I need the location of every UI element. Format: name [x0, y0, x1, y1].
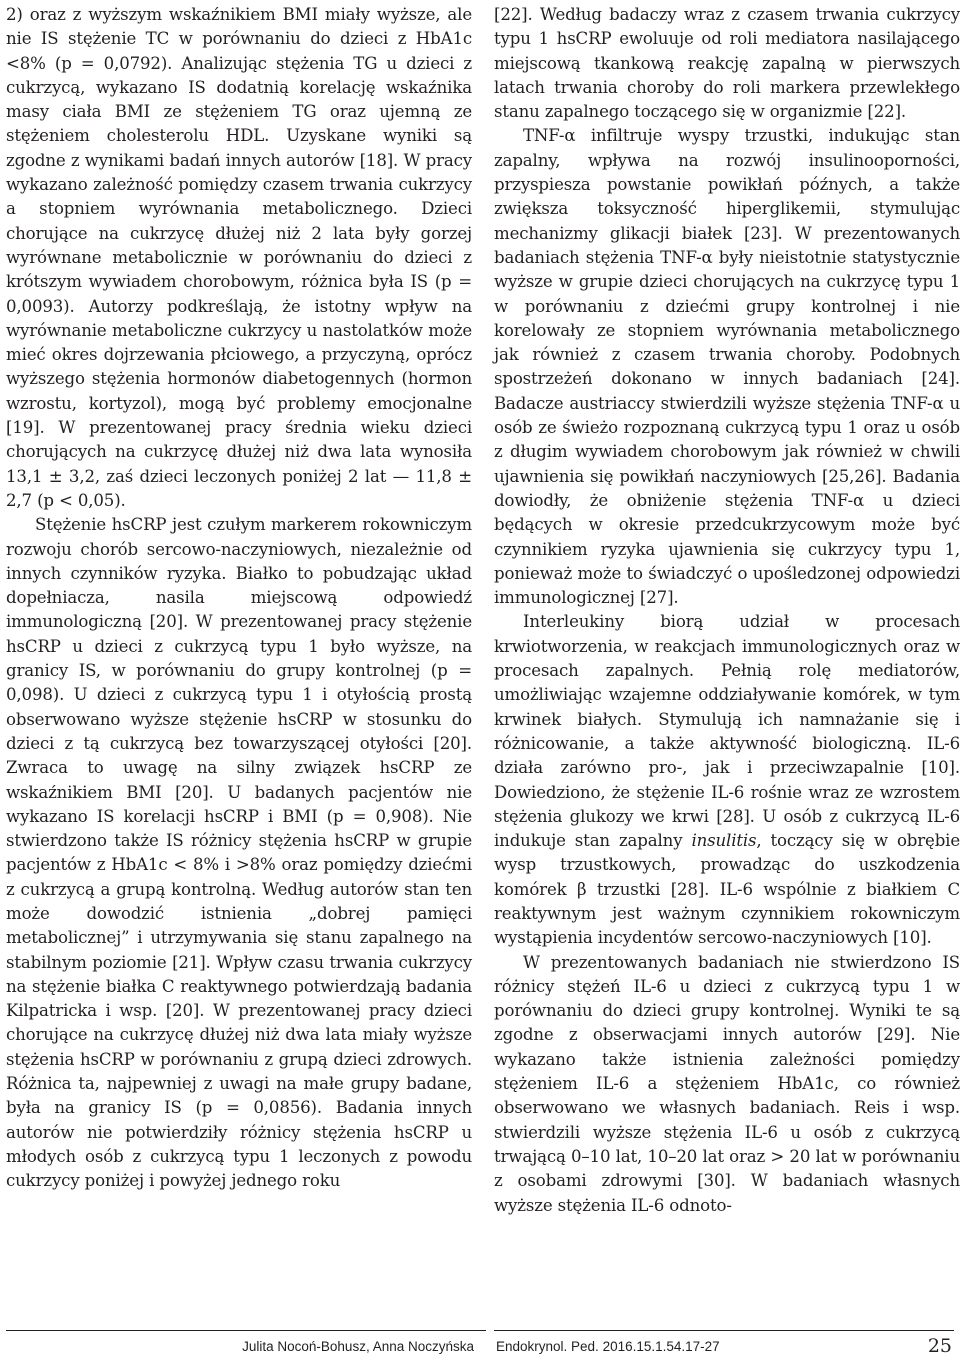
right-paragraph-4: W prezentowanych badaniach nie stwierdzono IS różnicy stężeń IL-6 u dzieci z cukrzycą typu 1 w porównaniu do dzieci grupy kontrolnej. Wyniki te są zgodne z obserwacjami innych autorów [29]. Nie wykazano także istnienia zależności pomiędzy stężeniem IL-6 a stężeniem HbA1c, co również obserwowano we własnych badaniach. Reis i wsp. stwierdzili wyższe stężenia IL-6 u osób z cukrzycą trwającą 0–10 lat, 10–20 lat oraz > 20 lat w porównaniu z osobami zdrowymi [30]. W badaniach własnych wyższe stężenia IL-6 odnoto-	[494, 952, 960, 1215]
right-column	[494, 3, 960, 1218]
left-paragraph-2: Stężenie hsCRP jest czułym markerem rokowniczym rozwoju chorób sercowo-naczyniowych, niezależnie od innych czynników ryzyka. Białko to pobudzając układ dopełniacza, nasila miejscową odpowiedź immunologiczną [20]. W prezentowanej pracy stężenie hsCRP u dzieci z cukrzycą typu 1 było wyższe, na granicy IS, w porównaniu do grupy kontrolnej (p = 0,098). U dzieci z cukrzycą typu 1 i otyłością prostą obserwowano wyższe stężenie hsCRP w stosunku do dzieci z tą cukrzycą bez towarzyszącej otyłości [20]. Zwraca to uwagę na silny związek hsCRP ze wskaźnikiem BMI [20]. U badanych pacjentów nie wykazano IS korelacji hsCRP i BMI (p = 0,908). Nie stwierdzono także IS różnicy stężenia hsCRP w grupie pacjentów z HbA1c < 8% i >8% oraz pomiędzy dziećmi z cukrzycą a grupą kontrolną. Według autorów stan ten może dowodzić istnienia „dobrej pamięci metabolicznej” i utrzymywania się stanu zapalnego na stabilnym poziomie [21]. Wpływ czasu trwania cukrzycy na stężenie białka C reaktywnego potwierdzają badania Kilpatricka i wsp. [20]. W prezentowanej pracy dzieci chorujące na cukrzycę dłużej niż dwa lata miały wyższe stężenia hsCRP w porównaniu z grupą dzieci zdrowych. Różnica ta, najpewniej z uwagi na małe grupy badane, była na granicy IS (p = 0,0856). Badania innych autorów nie potwierdziły różnicy stężenia hsCRP u młodych osób z cukrzycą typu 1 leczonych z powodu cukrzycy poniżej i powyżej jednego roku	[6, 515, 472, 1191]
right-paragraph-3-italic: insulitis	[691, 831, 757, 851]
right-paragraph-3-text: Interleukiny biorą udział w procesach krwiotworzenia, w reakcjach immunologicznych oraz w procesach zapalnych. Pełnią rolę mediatorów, umożliwiając wzajemne oddziaływanie komórek, w tym krwinek białych. Stymulują ich namnażanie się i różnicowanie, a także aktywność biologiczną. IL-6 działa zarówno pro-, jak i przeciwzapalnie [10]. Dowiedziono, że stężenie IL-6 rośnie wraz ze wzrostem stężenia glukozy we krwi [28]. U osób z cukrzycą IL-6 indukuje stan zapalny	[494, 612, 960, 851]
right-paragraph-3-rest: , toczący się w obrębie wysp trzustkowych, prowadząc do uszkodzenia komórek β trzustki [28]. IL-6 wspólnie z białkiem C reaktywnym jest ważnym czynnikiem rokowniczym wystąpienia incydentów sercowo-naczyniowych [10].	[494, 831, 960, 948]
footer-rule-right	[494, 1330, 954, 1331]
footer-rule-left	[6, 1330, 486, 1331]
right-paragraph-1: [22]. Według badaczy wraz z czasem trwania cukrzycy typu 1 hsCRP ewoluuje od roli mediatora nasilającego miejscową tkankową reakcję zapalną w pierwszych latach trwania choroby do roli markera przewlekłego stanu zapalnego toczącego się w organizmie [22].	[494, 5, 960, 122]
left-column	[6, 3, 472, 1194]
right-paragraph-2: TNF-α infiltruje wyspy trzustki, indukując stan zapalny, wpływa na rozwój insulinooporności, przyspiesza powstanie powikłań późnych, a także zwiększa toksyczność hiperglikemii, stymulując mechanizmy glikacji białek [23]. W prezentowanych badaniach stężenia TNF-α były nieistotnie statystycznie wyższe w grupie dzieci chorujących na cukrzycę typu 1 w porównaniu z dziećmi grupy kontrolnej i nie korelowały ze stopniem wyrównania metabolicznego jak również z czasem trwania choroby. Podobnych spostrzeżeń dokonano w innych badaniach [24]. Badacze austriaccy stwierdzili wyższe stężenia TNF-α u osób ze świeżo rozpoznaną cukrzycą typu 1 oraz u osób z długim wywiadem chorobowym jak również w chwili ujawnienia się powikłań naczyniowych [25,26]. Badania dowiodły, że obniżenie stężenia TNF-α u dzieci będących w okresie przedcukrzycowym może być czynnikiem ryzyka ujawnienia się cukrzycy typu 1, ponieważ może to świadczyć o upośledzonej odpowiedzi immunologicznej [27].	[494, 126, 960, 608]
footer-authors: Julita Nocoń-Bohusz, Anna Noczyńska	[242, 1339, 474, 1354]
footer-journal-citation: Endokrynol. Ped. 2016.15.1.54.17-27	[496, 1339, 720, 1354]
page-number: 25	[927, 1335, 952, 1357]
right-paragraph-3	[494, 610, 960, 950]
left-paragraph-1: 2) oraz z wyższym wskaźnikiem BMI miały wyższe, ale nie IS stężenie TC w porównaniu do dzieci z HbA1c <8% (p = 0,0792). Analizując stężenia TG u dzieci z cukrzycą, wykazano IS dodatnią korelację wskaźnika masy ciała BMI ze stężeniem TG oraz ujemną ze stężeniem cholesterolu HDL. Uzyskane wyniki są zgodne z wynikami badań innych autorów [18]. W pracy wykazano zależność pomiędzy czasem trwania cukrzycy a stopniem wyrównania metabolicznego. Dzieci chorujące na cukrzycę dłużej niż 2 lata były gorzej wyrównane metabolicznie w porównaniu do dzieci z krótszym wywiadem chorobowym, różnica była IS (p = 0,0093). Autorzy podkreślają, że istotny wpływ na wyrównanie metaboliczne cukrzycy u nastolatków może mieć okres dojrzewania płciowego, a przyczyną, oprócz wyższego stężenia hormonów diabetogennych (hormon wzrostu, kortyzol), mogą być problemy emocjonalne [19]. W prezentowanej pracy średnia wieku dzieci chorujących na cukrzycę dłużej niż dwa lata wynosiła 13,1 ± 3,2, zaś dzieci leczonych poniżej 2 lat — 11,8 ± 2,7 (p < 0,05).	[6, 5, 472, 510]
